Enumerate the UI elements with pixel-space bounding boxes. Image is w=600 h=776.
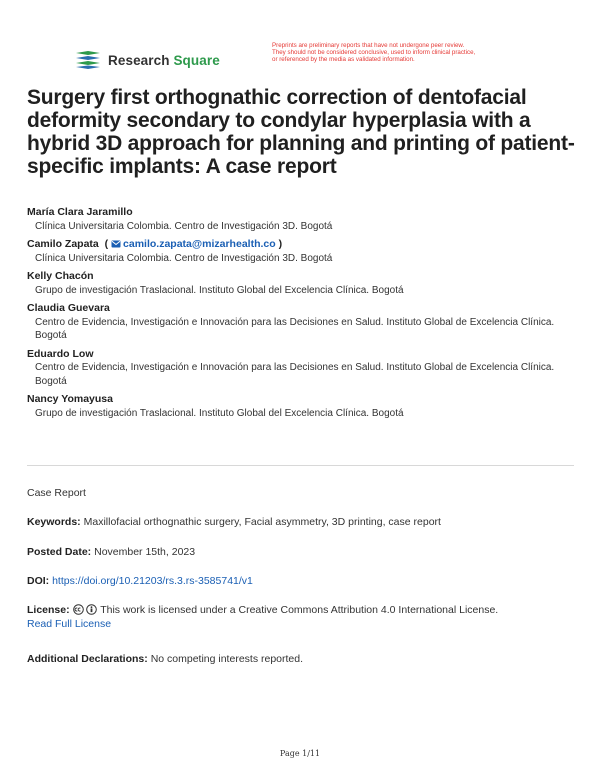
creative-commons-icon xyxy=(73,604,84,615)
mail-icon xyxy=(111,240,121,248)
author-affiliation: Clínica Universitaria Colombia. Centro de Investigación 3D. Bogotá xyxy=(35,220,333,232)
header xyxy=(0,0,600,80)
author-name: Claudia Guevara xyxy=(27,302,110,314)
author-name: Nancy Yomayusa xyxy=(27,393,113,405)
keywords-row: Keywords: Maxillofacial orthognathic surgery, Facial asymmetry, 3D printing, case report xyxy=(27,516,441,528)
doi-row: DOI: https://doi.org/10.21203/rs.3.rs-3585741/v1 xyxy=(27,575,253,587)
author-name: Camilo Zapata ( camilo.zapata@mizarhealth.co ) xyxy=(27,238,283,250)
author-name: Eduardo Low xyxy=(27,347,94,360)
section-divider xyxy=(27,465,574,466)
paper-title: Surgery first orthognathic correction of dentofacial deformity secondary to condylar hyperplasia with a hybrid 3D approach for planning and printing of patient-specific implants: A case report xyxy=(27,86,575,178)
posted-date-row: Posted Date: November 15th, 2023 xyxy=(27,546,196,558)
author-affiliation: Centro de Evidencia, Investigación e Innovación para las Decisiones en Salud. Instituto Global de Excelencia Clínica. Bogotá xyxy=(35,316,555,341)
author-list xyxy=(27,206,575,425)
author-affiliation: Grupo de investigación Traslacional. Instituto Global del Excelencia Clínica. Bogotá xyxy=(35,407,404,419)
page-number: Page 1/11 xyxy=(279,749,321,758)
preprint-disclaimer: Preprints are preliminary reports that have not undergone peer review. They should not be considered conclusive, used to inform clinical practice, or referenced by the media as validated information. xyxy=(272,42,476,64)
author-affiliation: Clínica Universitaria Colombia. Centro de Investigación 3D. Bogotá xyxy=(35,252,333,264)
author-name: María Clara Jaramillo xyxy=(27,206,133,218)
declarations-row: Additional Declarations: No competing interests reported. xyxy=(27,653,304,665)
read-full-license-link[interactable]: Read Full License xyxy=(27,618,112,630)
author-affiliation: Centro de Evidencia, Investigación e Innovación para las Decisiones en Salud. Instituto Global de Excelencia Clínica. Bogotá xyxy=(35,362,555,387)
attribution-icon xyxy=(86,604,97,615)
article-type: Case Report xyxy=(27,487,86,499)
email-link[interactable]: camilo.zapata@mizarhealth.co xyxy=(111,238,276,250)
license-row: License: This work is licensed under a Creative Commons Attribution 4.0 International License. Read Full License xyxy=(27,604,499,630)
doi-link[interactable]: https://doi.org/10.21203/rs.3.rs-3585741/v1 xyxy=(52,575,253,587)
logo-text: Research Square xyxy=(108,52,220,68)
research-square-logo[interactable] xyxy=(74,50,220,70)
author-name: Kelly Chacón xyxy=(27,270,94,282)
research-square-logo-icon xyxy=(74,50,102,70)
author-affiliation: Grupo de investigación Traslacional. Instituto Global del Excelencia Clínica. Bogotá xyxy=(35,284,404,296)
